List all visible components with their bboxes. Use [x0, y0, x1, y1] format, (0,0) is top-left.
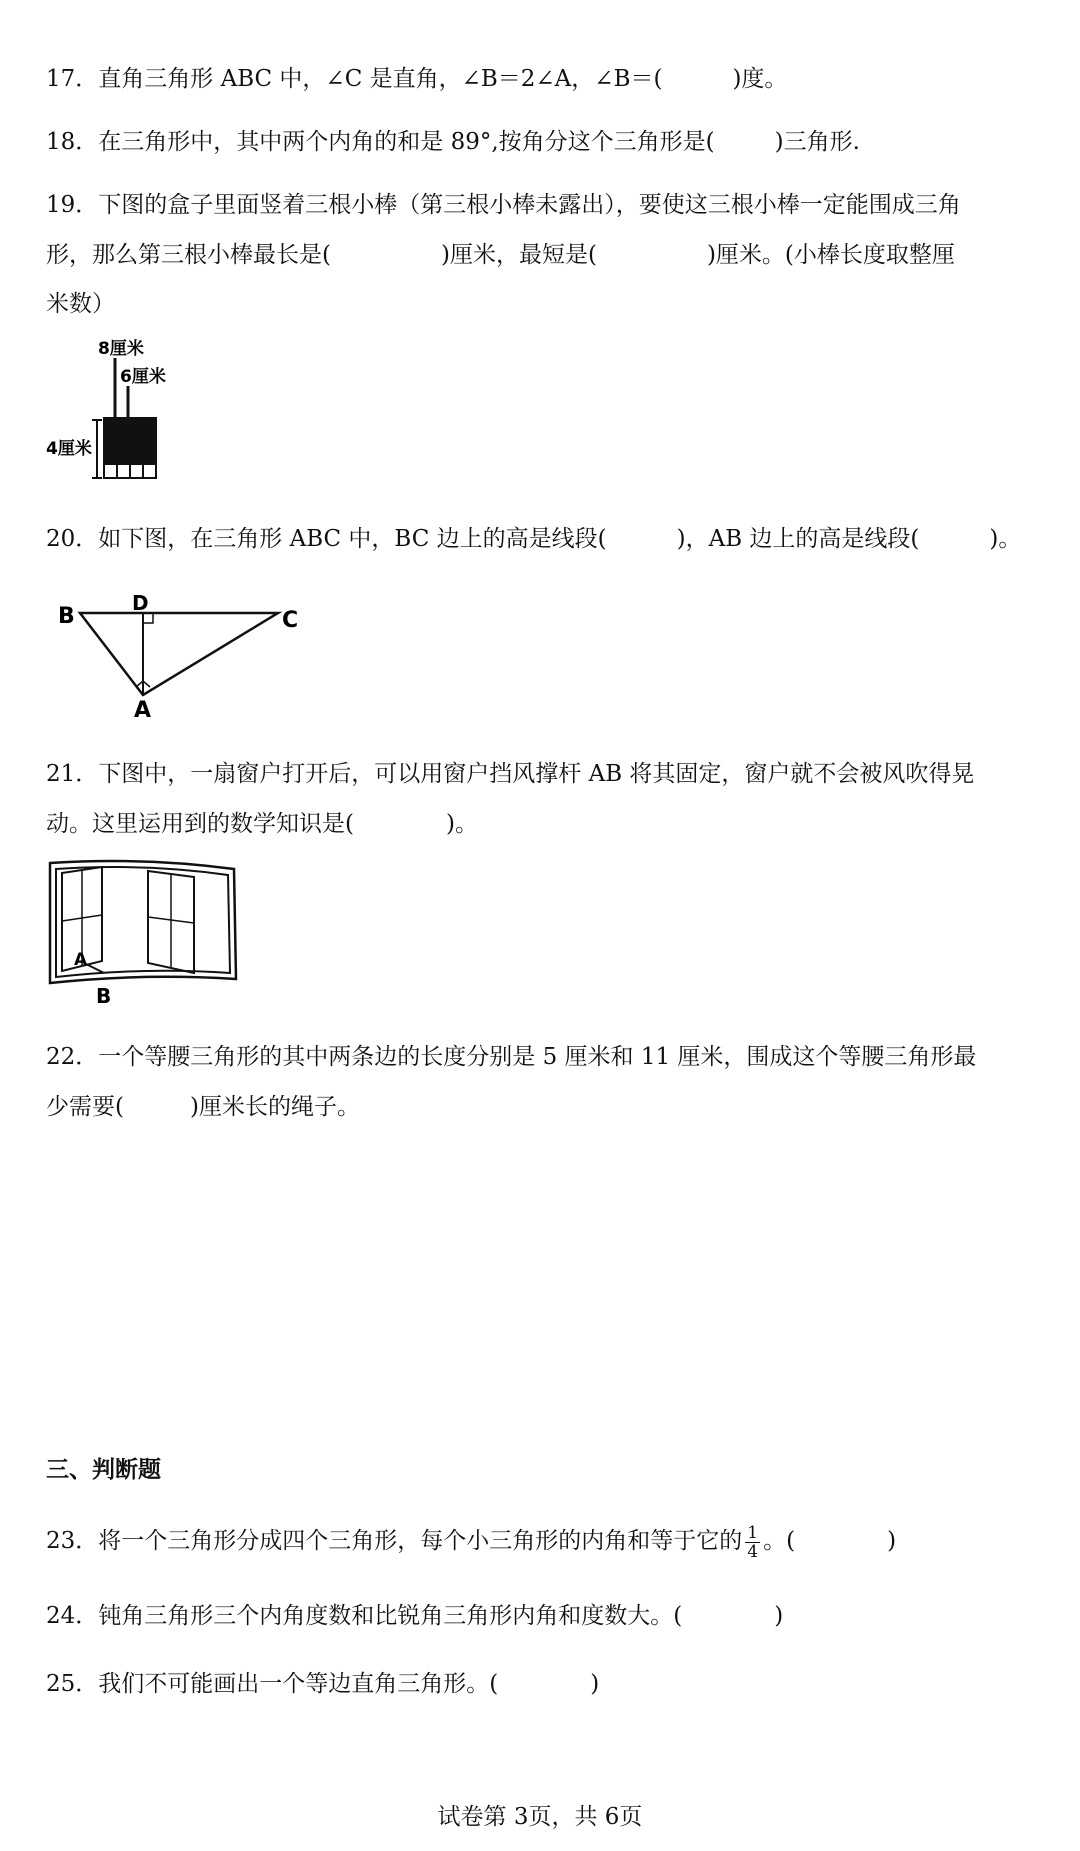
question-24 [46, 1597, 783, 1630]
question-18 [46, 123, 860, 156]
label-B: B [58, 604, 75, 629]
q25-text: 25．我们不可能画出一个等边直角三角形。( [46, 1671, 499, 1697]
box-body [104, 418, 156, 464]
stick-8cm-label: 8厘米 [98, 339, 144, 359]
question-25 [46, 1665, 599, 1698]
label-A: A [134, 698, 152, 720]
q18-text: 18．在三角形中，其中两个内角的和是 89°,按角分这个三角形是( [46, 129, 715, 155]
triangle-abc-figure [50, 585, 320, 720]
fraction-one-quarter: $\frac{1}{4}$ [747, 1522, 759, 1562]
window-figure [44, 855, 239, 1015]
question-21-line2 [46, 805, 478, 838]
q17-text-end: )度。 [732, 66, 788, 92]
question-19-line2 [46, 236, 955, 269]
question-20 [46, 520, 1021, 553]
box-4cm-label: 4厘米 [46, 439, 92, 459]
page-footer: 试卷第 3页，共 6页 [437, 1804, 643, 1830]
question-23 [46, 1522, 896, 1561]
question-19-line1: 19．下图的盒子里面竖着三根小棒（第三根小棒未露出），要使这三根小棒一定能围成三角 [46, 192, 961, 218]
question-19-line3: 米数） [46, 291, 115, 317]
q19-text-c: )厘米。(小棒长度取整厘 [706, 242, 955, 268]
question-17 [46, 60, 787, 93]
q23-text: 23．将一个三角形分成四个三角形，每个小三角形的内角和等于它的 [46, 1528, 743, 1554]
q18-text-end: )三角形. [774, 129, 860, 155]
section-heading: 三、判断题 [46, 1457, 161, 1483]
q20-text-a: 20．如下图，在三角形 ABC 中，BC 边上的高是线段( [46, 526, 607, 552]
q21-text-b: )。 [445, 811, 478, 837]
label-window-B: B [96, 984, 112, 1008]
q20-text-c: )。 [989, 526, 1022, 552]
triangle-abc [80, 613, 278, 695]
label-D: D [132, 591, 149, 615]
label-C: C [282, 608, 299, 633]
q22-text-a: 少需要( [46, 1094, 124, 1120]
label-window-A: A [74, 950, 88, 970]
q20-text-b: )，AB 边上的高是线段( [676, 526, 920, 552]
question-21-line1: 21．下图中，一扇窗户打开后，可以用窗户挡风撑杆 AB 将其固定，窗户就不会被风吹得晃 [46, 761, 975, 787]
question-22-line2 [46, 1088, 360, 1121]
stick-6cm-label: 6厘米 [120, 367, 166, 387]
q17-text: 17．直角三角形 ABC 中，∠C 是直角，∠B＝2∠A，∠B＝( [46, 66, 663, 92]
q25-close-paren: ) [590, 1671, 600, 1697]
q21-text-a: 动。这里运用到的数学知识是( [46, 811, 354, 837]
q23-text-post: 。( [763, 1528, 796, 1554]
q24-close-paren: ) [774, 1603, 784, 1629]
q23-close-paren: ) [887, 1528, 897, 1554]
q24-text: 24．钝角三角形三个内角度数和比锐角三角形内角和度数大。( [46, 1603, 683, 1629]
q19-text-a: 形，那么第三根小棒最长是( [46, 242, 331, 268]
box-sticks-figure [40, 330, 220, 490]
question-22-line1: 22．一个等腰三角形的其中两条边的长度分别是 5 厘米和 11 厘米，围成这个等腰三角形最 [46, 1044, 977, 1070]
q22-text-b: )厘米长的绳子。 [189, 1094, 360, 1120]
q19-text-b: )厘米，最短是( [440, 242, 597, 268]
